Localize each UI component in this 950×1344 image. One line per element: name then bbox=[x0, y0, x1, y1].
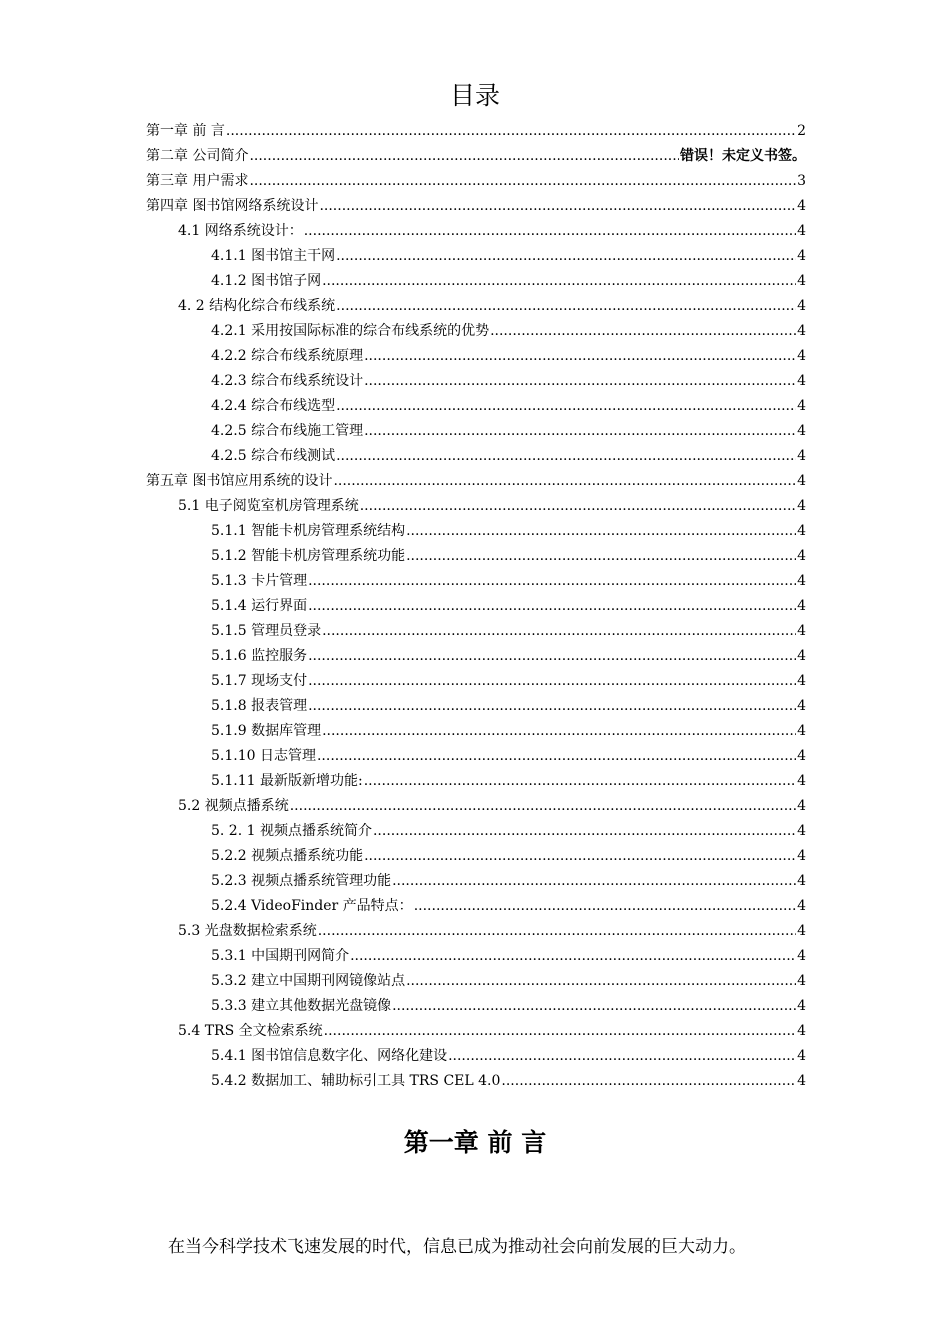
toc-dot-leader bbox=[490, 319, 796, 344]
toc-entry-text: 第三章 用户需求 bbox=[146, 173, 249, 189]
toc-entry[interactable] bbox=[146, 844, 806, 869]
toc-entry[interactable] bbox=[146, 444, 806, 469]
toc-dot-leader bbox=[308, 694, 796, 719]
toc-page-number: 4 bbox=[797, 773, 806, 789]
toc-entry[interactable] bbox=[146, 619, 806, 644]
toc-entry[interactable] bbox=[146, 1019, 806, 1044]
toc-entry[interactable] bbox=[146, 719, 806, 744]
toc-entry[interactable] bbox=[146, 919, 806, 944]
toc-page-number: 错误！未定义书签。 bbox=[680, 148, 806, 164]
toc-entry-text: 5.2.3 视频点播系统管理功能 bbox=[211, 873, 392, 889]
toc-dot-leader bbox=[364, 369, 796, 394]
table-of-contents bbox=[146, 119, 806, 1094]
toc-page-number: 4 bbox=[797, 748, 806, 764]
toc-dot-leader bbox=[290, 794, 796, 819]
toc-entry[interactable] bbox=[146, 494, 806, 519]
toc-entry-text: 5.1.4 运行界面 bbox=[211, 598, 308, 614]
toc-entry[interactable] bbox=[146, 344, 806, 369]
toc-dot-leader bbox=[392, 869, 796, 894]
toc-entry-text: 5.3.1 中国期刊网简介 bbox=[211, 948, 350, 964]
toc-dot-leader bbox=[406, 544, 796, 569]
toc-dot-leader bbox=[333, 469, 796, 494]
toc-entry-text: 5.1 电子阅览室机房管理系统 bbox=[178, 498, 359, 514]
toc-dot-leader bbox=[448, 1044, 796, 1069]
toc-dot-leader bbox=[373, 819, 796, 844]
toc-dot-leader bbox=[308, 669, 796, 694]
toc-entry[interactable] bbox=[146, 544, 806, 569]
toc-entry-text: 5.1.6 监控服务 bbox=[211, 648, 308, 664]
toc-entry[interactable] bbox=[146, 569, 806, 594]
toc-page-number: 4 bbox=[797, 373, 806, 389]
chapter-heading: 第一章 前 言 bbox=[403, 1128, 547, 1157]
toc-page-number: 4 bbox=[797, 398, 806, 414]
toc-entry-text: 5.2 视频点播系统 bbox=[178, 798, 289, 814]
toc-entry-text: 5.4.1 图书馆信息数字化、网络化建设 bbox=[211, 1048, 448, 1064]
toc-dot-leader bbox=[336, 444, 796, 469]
toc-page-number: 4 bbox=[797, 523, 806, 539]
toc-entry[interactable] bbox=[146, 294, 806, 319]
toc-entry[interactable] bbox=[146, 694, 806, 719]
toc-entry[interactable] bbox=[146, 269, 806, 294]
toc-entry[interactable] bbox=[146, 1069, 806, 1094]
toc-entry-text: 第四章 图书馆网络系统设计 bbox=[146, 198, 319, 214]
toc-page-number: 4 bbox=[797, 998, 806, 1014]
toc-dot-leader bbox=[414, 894, 796, 919]
toc-dot-leader bbox=[336, 294, 796, 319]
toc-page-number: 4 bbox=[797, 848, 806, 864]
toc-entry-text: 5.1.3 卡片管理 bbox=[211, 573, 308, 589]
toc-dot-leader bbox=[249, 144, 679, 169]
toc-entry-text: 5.4.2 数据加工、辅助标引工具 TRS CEL 4.0 bbox=[211, 1073, 501, 1089]
toc-entry-text: 5.1.7 现场支付 bbox=[211, 673, 308, 689]
toc-page-number: 4 bbox=[797, 498, 806, 514]
toc-entry[interactable] bbox=[146, 119, 806, 144]
toc-dot-leader bbox=[350, 944, 796, 969]
toc-entry[interactable] bbox=[146, 519, 806, 544]
toc-page-number: 4 bbox=[797, 698, 806, 714]
toc-page-number: 4 bbox=[797, 623, 806, 639]
toc-page-number: 3 bbox=[797, 173, 806, 189]
toc-dot-leader bbox=[364, 844, 796, 869]
toc-entry[interactable] bbox=[146, 969, 806, 994]
toc-page-number: 4 bbox=[797, 223, 806, 239]
toc-dot-leader bbox=[308, 569, 796, 594]
toc-entry-text: 5. 2. 1 视频点播系统简介 bbox=[211, 823, 372, 839]
toc-dot-leader bbox=[322, 719, 796, 744]
toc-page-number: 4 bbox=[797, 898, 806, 914]
toc-entry-text: 5.1.11 最新版新增功能: bbox=[211, 773, 363, 789]
toc-entry-text: 5.2.2 视频点播系统功能 bbox=[211, 848, 364, 864]
toc-dot-leader bbox=[336, 244, 796, 269]
toc-page-number: 4 bbox=[797, 598, 806, 614]
toc-page-number: 4 bbox=[797, 323, 806, 339]
toc-entry[interactable] bbox=[146, 1044, 806, 1069]
toc-entry[interactable] bbox=[146, 769, 806, 794]
toc-entry-text: 4.2.4 综合布线选型 bbox=[211, 398, 336, 414]
toc-entry-text: 5.1.10 日志管理 bbox=[211, 748, 316, 764]
toc-dot-leader bbox=[360, 494, 796, 519]
toc-page-number: 4 bbox=[797, 448, 806, 464]
toc-entry[interactable] bbox=[146, 394, 806, 419]
toc-entry[interactable] bbox=[146, 144, 806, 169]
toc-page-number: 4 bbox=[797, 873, 806, 889]
toc-page-number: 4 bbox=[797, 248, 806, 264]
toc-entry-text: 4.2.3 综合布线系统设计 bbox=[211, 373, 364, 389]
toc-entry[interactable] bbox=[146, 219, 806, 244]
toc-entry-text: 5.4 TRS 全文检索系统 bbox=[178, 1023, 323, 1039]
toc-page-number: 2 bbox=[797, 123, 806, 139]
toc-entry[interactable] bbox=[146, 869, 806, 894]
toc-entry[interactable] bbox=[146, 419, 806, 444]
toc-entry-text: 5.2.4 VideoFinder 产品特点： bbox=[211, 898, 413, 914]
toc-dot-leader bbox=[501, 1069, 796, 1094]
toc-entry[interactable] bbox=[146, 169, 806, 194]
body-paragraph: 在当今科学技术飞速发展的时代，信息已成为推动社会向前发展的巨大动力。 bbox=[168, 1237, 746, 1257]
toc-entry[interactable] bbox=[146, 469, 806, 494]
toc-entry-text: 第二章 公司简介 bbox=[146, 148, 249, 164]
toc-page-number: 4 bbox=[797, 1048, 806, 1064]
toc-dot-leader bbox=[324, 1019, 796, 1044]
toc-page-number: 4 bbox=[797, 573, 806, 589]
toc-entry[interactable] bbox=[146, 819, 806, 844]
toc-entry-text: 5.3.3 建立其他数据光盘镜像 bbox=[211, 998, 392, 1014]
toc-entry-text: 5.1.5 管理员登录 bbox=[211, 623, 322, 639]
toc-dot-leader bbox=[322, 619, 796, 644]
toc-entry[interactable] bbox=[146, 369, 806, 394]
toc-entry[interactable] bbox=[146, 594, 806, 619]
toc-entry-text: 4.1 网络系统设计： bbox=[178, 223, 303, 239]
toc-page-number: 4 bbox=[797, 348, 806, 364]
toc-page-number: 4 bbox=[797, 473, 806, 489]
toc-dot-leader bbox=[249, 169, 796, 194]
toc-dot-leader bbox=[317, 744, 796, 769]
toc-page-number: 4 bbox=[797, 798, 806, 814]
toc-page-number: 4 bbox=[797, 923, 806, 939]
toc-page-number: 4 bbox=[797, 723, 806, 739]
toc-page-number: 4 bbox=[797, 1023, 806, 1039]
toc-dot-leader bbox=[336, 394, 796, 419]
toc-dot-leader bbox=[364, 769, 796, 794]
toc-entry-text: 4.2.1 采用按国际标准的综合布线系统的优势 bbox=[211, 323, 490, 339]
toc-entry[interactable] bbox=[146, 794, 806, 819]
toc-dot-leader bbox=[406, 519, 796, 544]
toc-page-number: 4 bbox=[797, 1073, 806, 1089]
toc-entry-text: 第一章 前 言 bbox=[146, 123, 225, 139]
toc-page-number: 4 bbox=[797, 673, 806, 689]
toc-page-number: 4 bbox=[797, 973, 806, 989]
toc-dot-leader bbox=[364, 344, 796, 369]
toc-dot-leader bbox=[392, 994, 796, 1019]
toc-entry-text: 5.3.2 建立中国期刊网镜像站点 bbox=[211, 973, 406, 989]
toc-page-number: 4 bbox=[797, 548, 806, 564]
toc-entry-text: 4.2.2 综合布线系统原理 bbox=[211, 348, 364, 364]
toc-entry[interactable] bbox=[146, 894, 806, 919]
toc-page-number: 4 bbox=[797, 423, 806, 439]
toc-entry[interactable] bbox=[146, 319, 806, 344]
toc-entry-text: 4.2.5 综合布线测试 bbox=[211, 448, 336, 464]
toc-dot-leader bbox=[318, 919, 796, 944]
toc-entry-text: 4.1.2 图书馆子网 bbox=[211, 273, 322, 289]
toc-entry-text: 第五章 图书馆应用系统的设计 bbox=[146, 473, 333, 489]
toc-entry[interactable] bbox=[146, 669, 806, 694]
toc-dot-leader bbox=[304, 219, 796, 244]
toc-entry[interactable] bbox=[146, 194, 806, 219]
toc-entry[interactable] bbox=[146, 944, 806, 969]
toc-dot-leader bbox=[308, 644, 796, 669]
toc-entry[interactable] bbox=[146, 244, 806, 269]
toc-page-number: 4 bbox=[797, 648, 806, 664]
toc-page-number: 4 bbox=[797, 198, 806, 214]
toc-entry-text: 5.1.8 报表管理 bbox=[211, 698, 308, 714]
toc-entry-text: 5.3 光盘数据检索系统 bbox=[178, 923, 317, 939]
toc-dot-leader bbox=[364, 419, 796, 444]
toc-page-number: 4 bbox=[797, 298, 806, 314]
toc-dot-leader bbox=[319, 194, 796, 219]
toc-entry[interactable] bbox=[146, 644, 806, 669]
toc-entry-text: 5.1.2 智能卡机房管理系统功能 bbox=[211, 548, 406, 564]
toc-entry-text: 4.2.5 综合布线施工管理 bbox=[211, 423, 364, 439]
toc-dot-leader bbox=[322, 269, 796, 294]
toc-title: 目录 bbox=[449, 81, 500, 110]
toc-dot-leader bbox=[226, 119, 796, 144]
toc-entry-text: 4.1.1 图书馆主干网 bbox=[211, 248, 336, 264]
toc-dot-leader bbox=[406, 969, 796, 994]
toc-page-number: 4 bbox=[797, 948, 806, 964]
toc-entry[interactable] bbox=[146, 744, 806, 769]
toc-entry-text: 5.1.9 数据库管理 bbox=[211, 723, 322, 739]
toc-entry-text: 4. 2 结构化综合布线系统 bbox=[178, 298, 336, 314]
toc-page-number: 4 bbox=[797, 273, 806, 289]
toc-page-number: 4 bbox=[797, 823, 806, 839]
toc-entry-text: 5.1.1 智能卡机房管理系统结构 bbox=[211, 523, 406, 539]
toc-dot-leader bbox=[308, 594, 796, 619]
toc-entry[interactable] bbox=[146, 994, 806, 1019]
